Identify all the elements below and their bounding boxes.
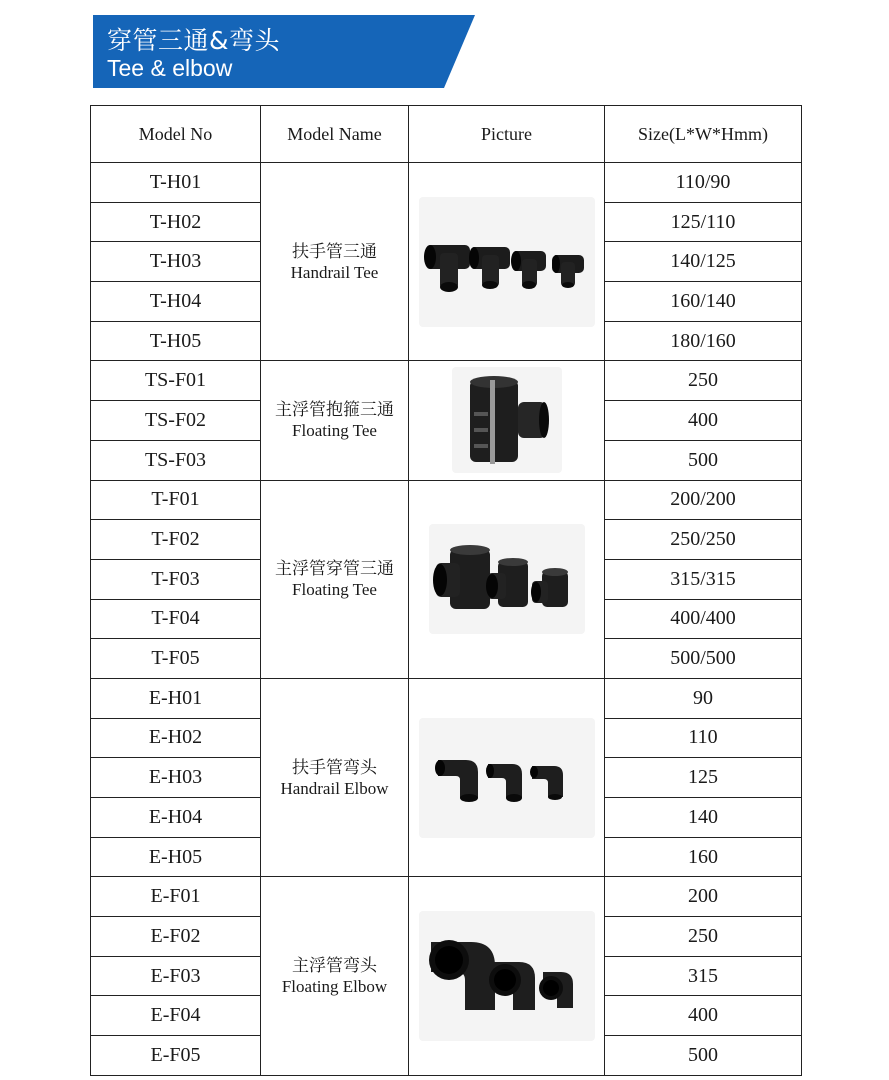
floating-tee-image: [429, 524, 585, 634]
model-name-zh: 扶手管三通: [292, 241, 377, 262]
size-cell: 140/125: [605, 242, 802, 282]
picture-cell: [409, 361, 605, 480]
size-cell: 315: [605, 956, 802, 996]
size-cell: 250: [605, 917, 802, 957]
model-name-zh: 主浮管弯头: [292, 956, 377, 977]
model-name-cell: [261, 163, 409, 361]
model-no-cell: TS-F01: [91, 361, 261, 401]
model-no-cell: T-F01: [91, 480, 261, 520]
table-row: [91, 480, 802, 520]
picture-cell: [409, 678, 605, 876]
picture-cell: [409, 163, 605, 361]
model-no-cell: TS-F02: [91, 401, 261, 441]
size-cell: 110/90: [605, 163, 802, 203]
table-row: [91, 163, 802, 203]
size-cell: 160: [605, 837, 802, 877]
column-header-picture: Picture: [409, 106, 605, 163]
model-name-zh: 主浮管抱箍三通: [275, 400, 394, 421]
column-header-size: Size(L*W*Hmm): [605, 106, 802, 163]
size-cell: 500: [605, 1036, 802, 1076]
size-cell: 400: [605, 401, 802, 441]
model-no-cell: E-F03: [91, 956, 261, 996]
model-no-cell: T-F02: [91, 520, 261, 560]
model-name-cell: [261, 678, 409, 876]
model-no-cell: T-F03: [91, 559, 261, 599]
picture-cell: [409, 480, 605, 678]
model-no-cell: T-H01: [91, 163, 261, 203]
size-cell: 110: [605, 718, 802, 758]
size-cell: 125/110: [605, 202, 802, 242]
table-row: [91, 678, 802, 718]
handrail-tee-image: [419, 197, 595, 327]
model-no-cell: E-H03: [91, 758, 261, 798]
size-cell: 400: [605, 996, 802, 1036]
model-name-cell: [261, 480, 409, 678]
banner-title-zh: 穿管三通&弯头: [107, 26, 280, 55]
size-cell: 315/315: [605, 559, 802, 599]
table-header-row: [91, 106, 802, 163]
model-name-en: Handrail Tee: [290, 262, 379, 282]
table-row: [91, 877, 802, 917]
model-name-en: Handrail Elbow: [280, 778, 389, 798]
model-no-cell: E-F04: [91, 996, 261, 1036]
size-cell: 200/200: [605, 480, 802, 520]
model-name-en: Floating Elbow: [281, 977, 388, 997]
model-no-cell: E-H04: [91, 798, 261, 838]
floating-clamp-tee-image: [452, 367, 562, 473]
model-no-cell: TS-F03: [91, 440, 261, 480]
model-name-cell: [261, 877, 409, 1075]
model-no-cell: T-H04: [91, 282, 261, 322]
size-cell: 500/500: [605, 639, 802, 679]
model-name-zh: 主浮管穿管三通: [275, 559, 394, 580]
model-no-cell: E-F01: [91, 877, 261, 917]
model-no-cell: E-H02: [91, 718, 261, 758]
model-no-cell: T-H05: [91, 321, 261, 361]
spec-table: [90, 105, 802, 1076]
model-no-cell: T-F04: [91, 599, 261, 639]
size-cell: 125: [605, 758, 802, 798]
size-cell: 400/400: [605, 599, 802, 639]
title-banner: [93, 15, 475, 88]
size-cell: 500: [605, 440, 802, 480]
model-name-en: Floating Tee: [292, 421, 377, 441]
size-cell: 250: [605, 361, 802, 401]
model-no-cell: E-H01: [91, 678, 261, 718]
size-cell: 140: [605, 798, 802, 838]
model-name-en: Floating Tee: [292, 580, 377, 600]
model-no-cell: T-H03: [91, 242, 261, 282]
size-cell: 160/140: [605, 282, 802, 322]
size-cell: 90: [605, 678, 802, 718]
size-cell: 180/160: [605, 321, 802, 361]
model-no-cell: E-H05: [91, 837, 261, 877]
column-header-model-name: Model Name: [261, 106, 409, 163]
table-row: [91, 361, 802, 401]
column-header-model-no: Model No: [91, 106, 261, 163]
model-no-cell: E-F05: [91, 1036, 261, 1076]
model-name-cell: [261, 361, 409, 480]
model-no-cell: E-F02: [91, 917, 261, 957]
model-name-zh: 扶手管弯头: [292, 757, 377, 778]
model-no-cell: T-F05: [91, 639, 261, 679]
size-cell: 250/250: [605, 520, 802, 560]
handrail-elbow-image: [419, 718, 595, 838]
model-no-cell: T-H02: [91, 202, 261, 242]
floating-elbow-image: [419, 911, 595, 1041]
size-cell: 200: [605, 877, 802, 917]
banner-title-en: Tee & elbow: [107, 55, 233, 81]
picture-cell: [409, 877, 605, 1075]
